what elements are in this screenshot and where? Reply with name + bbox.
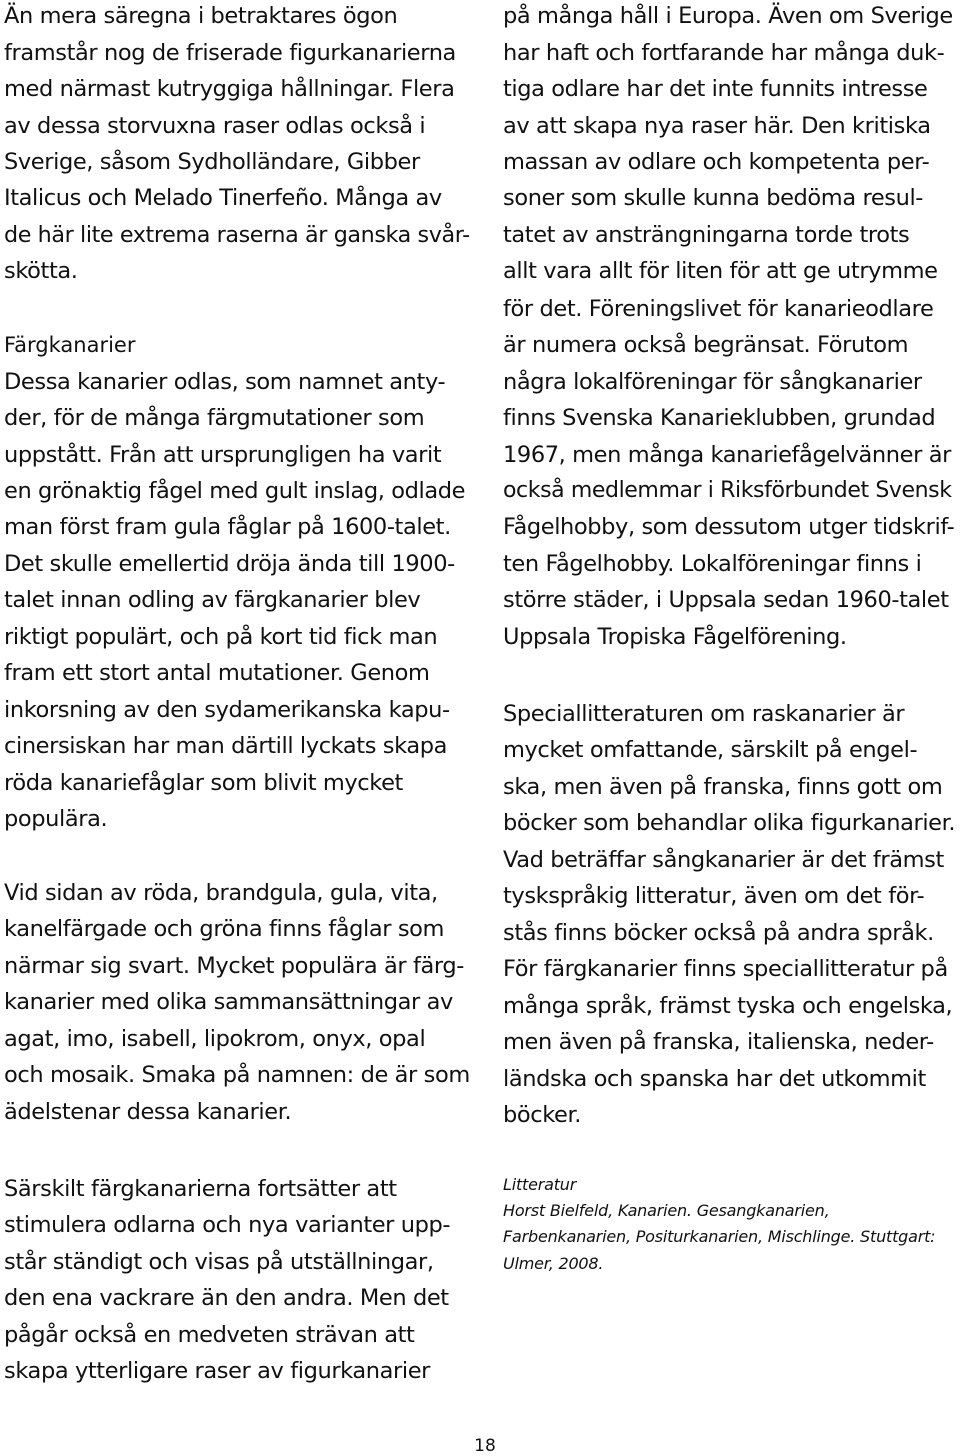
text-line: uppstått. Från att ursprungligen ha varit — [4, 442, 442, 468]
text-line: på många håll i Europa. Även om Sverige — [503, 3, 953, 29]
text-line: Sverige, såsom Sydholländare, Gibber — [4, 149, 420, 175]
reference-line: Farbenkanarien, Positurkanarien, Mischlinge. Stuttgart: — [503, 1227, 936, 1246]
text-line: av dessa storvuxna raser odlas också i — [4, 113, 426, 139]
text-line: finns Svenska Kanarieklubben, grundad — [503, 405, 936, 431]
text-line: Särskilt färgkanarierna fortsätter att — [4, 1176, 397, 1202]
text-line: kanelfärgade och gröna finns fåglar som — [4, 916, 445, 942]
text-line: tatet av ansträngningarna torde trots — [503, 222, 910, 248]
text-line: inkorsning av den sydamerikanska kapu- — [4, 697, 450, 723]
text-line: framstår nog de friserade figurkanarierna — [4, 40, 456, 66]
text-line: Italicus och Melado Tinerfeño. Många av — [4, 185, 442, 211]
text-line: mycket omfattande, särskilt på engel- — [503, 737, 918, 763]
references-heading: Litteratur — [503, 1175, 577, 1194]
text-line: den ena vackrare än den andra. Men det — [4, 1285, 449, 1311]
text-line: för det. Föreningslivet för kanarieodlare — [503, 296, 934, 322]
page-number: 18 — [474, 1436, 496, 1456]
section-heading: Färgkanarier — [4, 333, 136, 357]
text-line: stimulera odlarna och nya varianter upp- — [4, 1212, 451, 1238]
text-line: pågår också en medveten strävan att — [4, 1322, 415, 1348]
text-line: ten Fågelhobby. Lokalföreningar finns i — [503, 551, 922, 577]
text-line: med närmast kutryggiga hållningar. Flera — [4, 76, 455, 102]
text-line: stås finns böcker också på andra språk. — [503, 920, 934, 946]
text-line: står ständigt och visas på utställningar, — [4, 1249, 434, 1275]
text-line: Än mera säregna i betraktares ögon — [4, 3, 398, 29]
text-line: fram ett stort antal mutationer. Genom — [4, 660, 430, 686]
text-line: allt vara allt för liten för att ge utrymme — [503, 258, 938, 284]
text-line: kanarier med olika sammansättningar av — [4, 989, 453, 1015]
text-line: Fågelhobby, som dessutom utger tidskrif- — [503, 514, 955, 540]
text-line: Dessa kanarier odlas, som namnet anty- — [4, 369, 446, 395]
text-line: Speciallitteraturen om raskanarier är — [503, 701, 905, 727]
text-line: riktigt populärt, och på kort tid fick man — [4, 624, 438, 650]
text-line: tiga odlare har det inte funnits intresse — [503, 76, 928, 102]
text-line: av att skapa nya raser här. Den kritiska — [503, 113, 931, 139]
text-line: också medlemmar i Riksförbundet Svensk — [503, 478, 952, 503]
text-line: populära. — [4, 806, 108, 832]
text-line: de här lite extrema raserna är ganska svår- — [4, 222, 470, 248]
text-line: Vid sidan av röda, brandgula, gula, vita, — [4, 880, 438, 906]
text-line: Det skulle emellertid dröja ända till 1900- — [4, 551, 455, 577]
text-line: tyskspråkig litteratur, även om det för- — [503, 883, 925, 909]
text-line: För färgkanarier finns speciallitteratur på — [503, 956, 948, 982]
text-line: ländska och spanska har det utkommit — [503, 1066, 926, 1092]
text-line: ädelstenar dessa kanarier. — [4, 1099, 292, 1125]
text-line: en grönaktig fågel med gult inslag, odlade — [4, 478, 466, 504]
text-line: skapa ytterligare raser av figurkanarier — [4, 1358, 431, 1384]
text-line: Uppsala Tropiska Fågelförening. — [503, 624, 847, 650]
text-line: större städer, i Uppsala sedan 1960-talet — [503, 587, 949, 613]
text-line: och mosaik. Smaka på namnen: de är som — [4, 1062, 470, 1088]
text-line: ska, men även på franska, finns gott om — [503, 774, 943, 800]
text-line: några lokalföreningar för sångkanarier — [503, 369, 922, 395]
text-line: böcker. — [503, 1102, 582, 1128]
reference-line: Horst Bielfeld, Kanarien. Gesangkanarien, — [503, 1201, 830, 1220]
text-line: massan av odlare och kompetenta per- — [503, 149, 930, 175]
text-line: agat, imo, isabell, lipokrom, onyx, opal — [4, 1026, 426, 1052]
reference-line: Ulmer, 2008. — [503, 1254, 604, 1273]
text-line: Vad beträffar sångkanarier är det främst — [503, 847, 944, 873]
text-line: är numera också begränsat. Förutom — [503, 332, 909, 358]
text-line: man först fram gula fåglar på 1600-talet. — [4, 514, 451, 540]
text-line: 1967, men många kanariefågelvänner är — [503, 442, 951, 468]
text-line: skötta. — [4, 258, 78, 284]
text-line: böcker som behandlar olika figurkanarier. — [503, 810, 956, 836]
text-line: cinersiskan har man därtill lyckats skapa — [4, 733, 447, 759]
text-line: talet innan odling av färgkanarier blev — [4, 587, 421, 613]
text-line: men även på franska, italienska, neder- — [503, 1029, 934, 1055]
text-line: närmar sig svart. Mycket populära är färg- — [4, 953, 464, 979]
text-line: der, för de många färgmutationer som — [4, 405, 425, 431]
text-line: många språk, främst tyska och engelska, — [503, 993, 953, 1019]
text-line: soner som skulle kunna bedöma resul- — [503, 185, 924, 211]
text-line: har haft och fortfarande har många duk- — [503, 40, 945, 66]
text-line: röda kanariefåglar som blivit mycket — [4, 770, 403, 796]
